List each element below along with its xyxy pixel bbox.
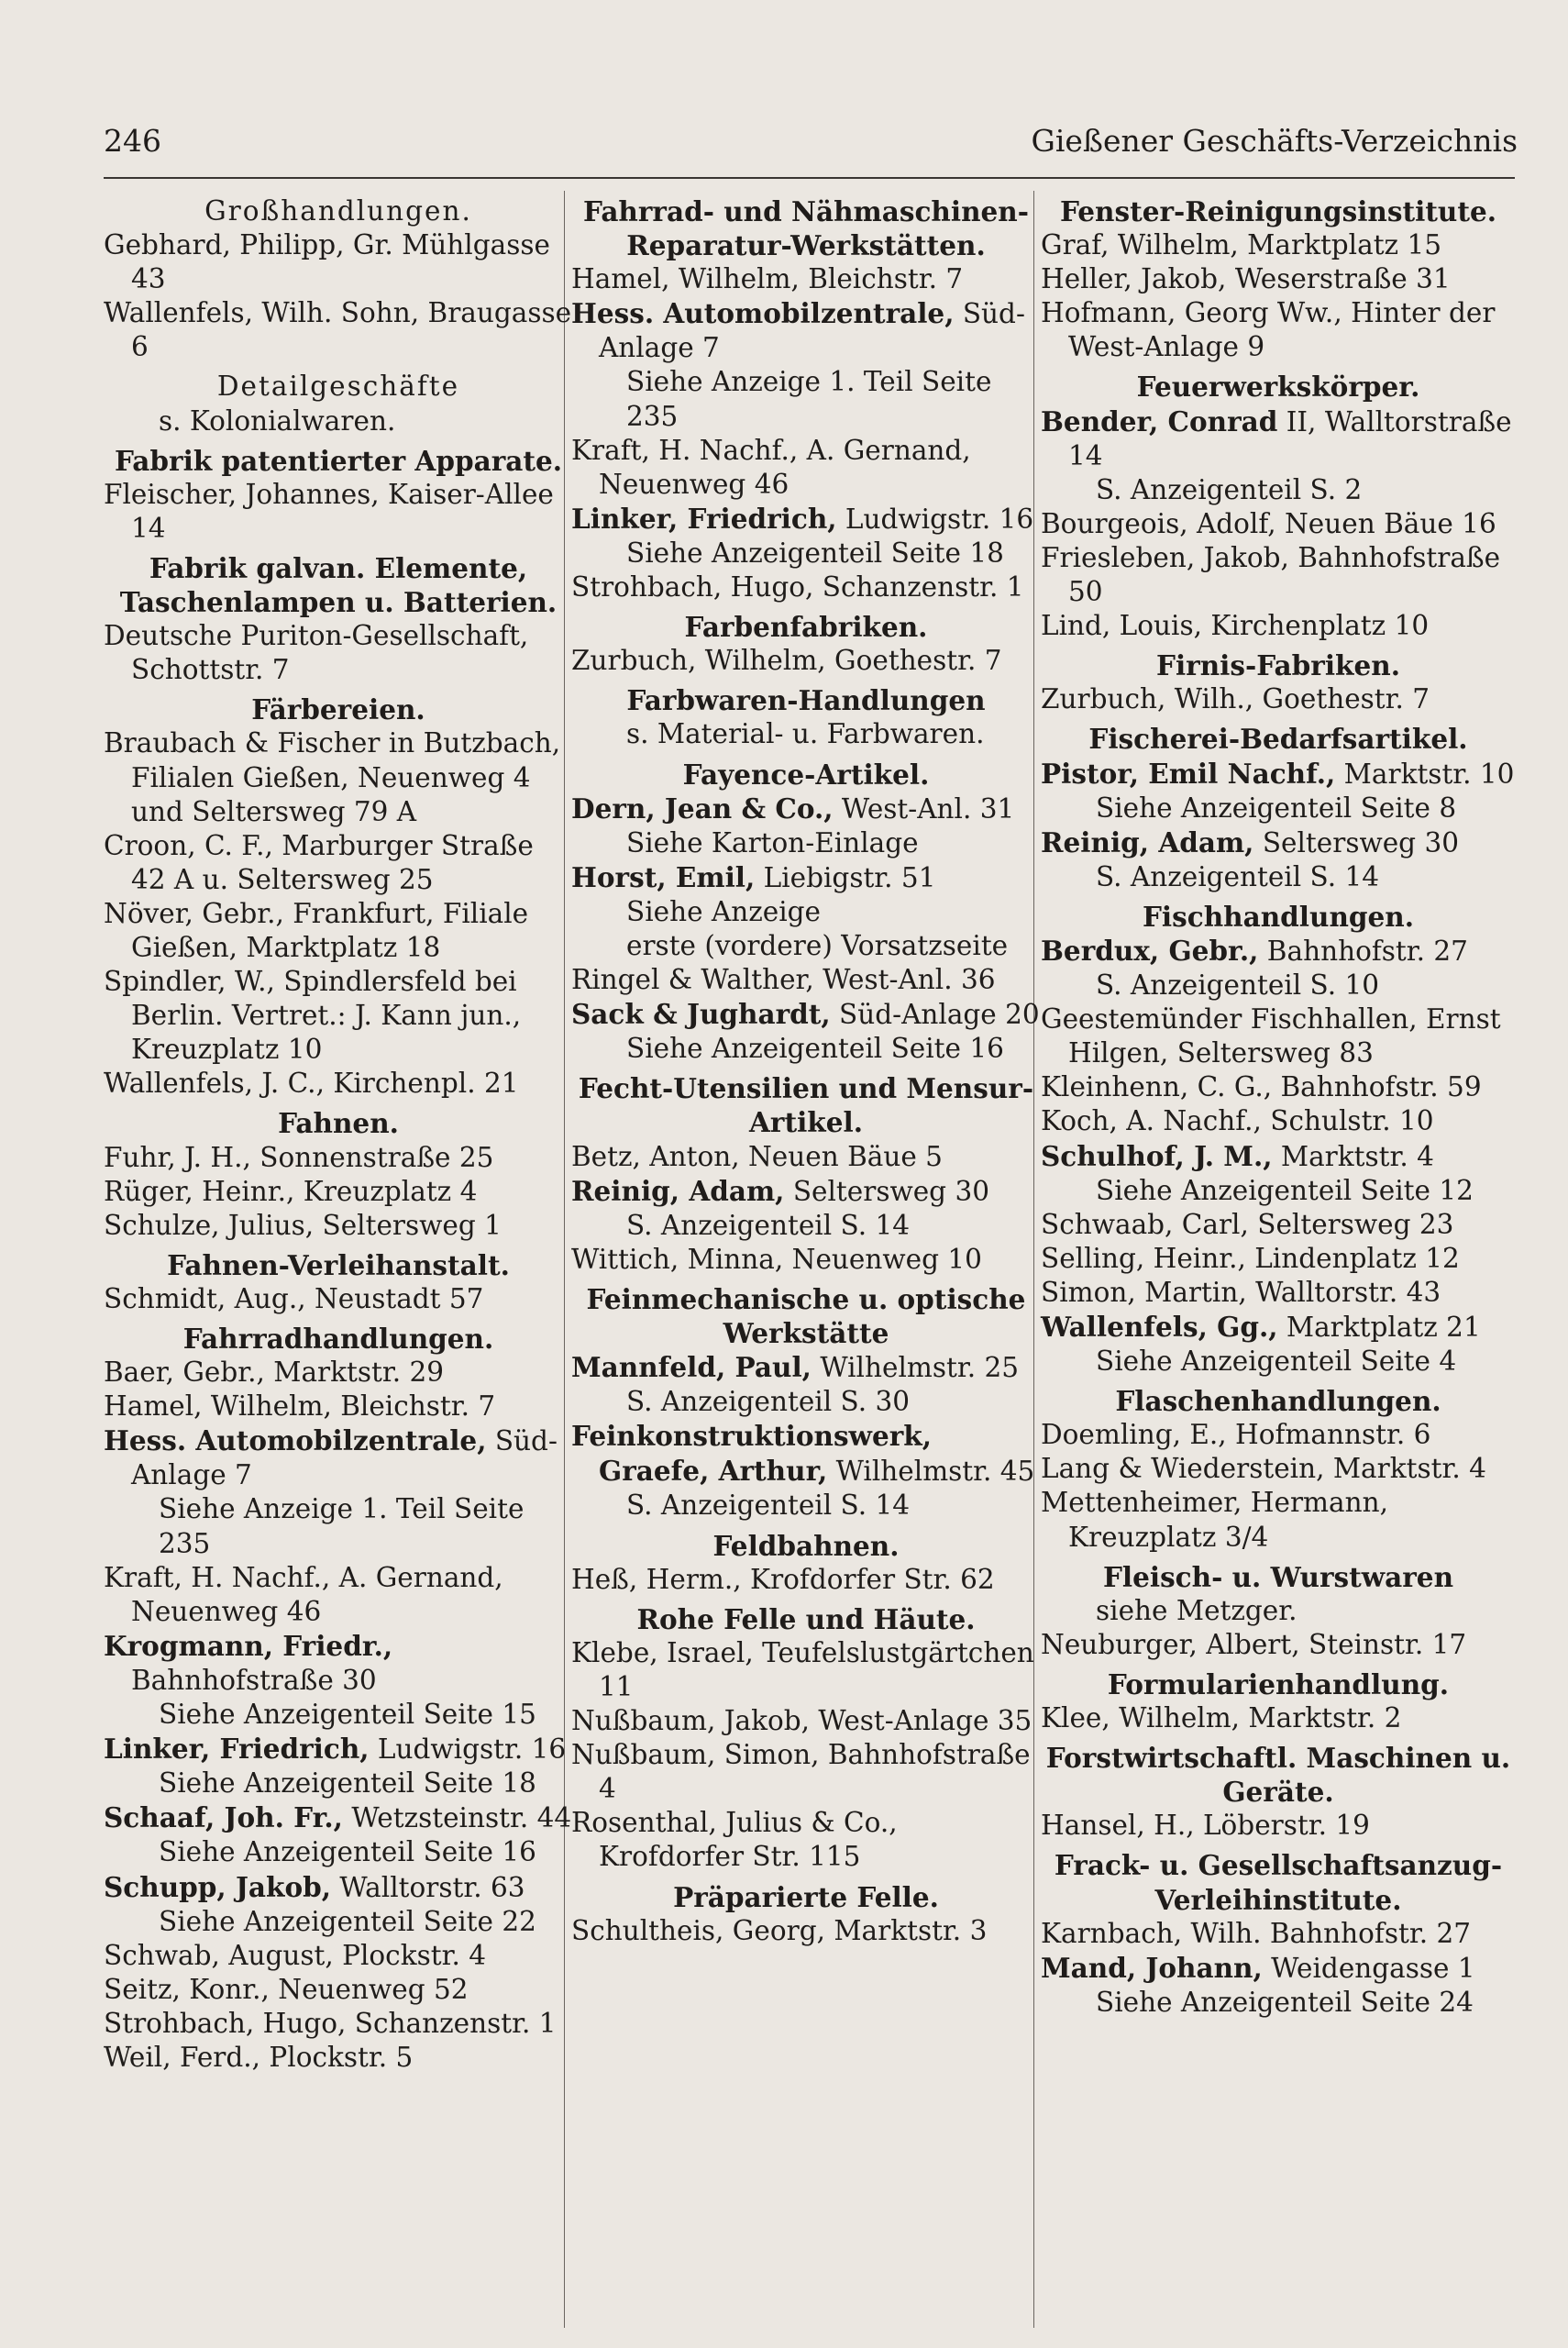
entry-note: Siehe Anzeigenteil Seite 15 bbox=[159, 1699, 536, 1731]
directory-entry: Wallenfels, Wilh. Sohn, Braugasse 6 bbox=[104, 297, 572, 363]
entry-name: Schaaf, Joh. Fr., bbox=[104, 1801, 343, 1834]
page-number: 246 bbox=[104, 123, 161, 159]
section-heading: Formularienhandlung. bbox=[1107, 1667, 1450, 1700]
section-heading: Präparierte Felle. bbox=[673, 1880, 939, 1913]
entry-note: erste (vordere) Vorsatzseite bbox=[626, 929, 1009, 961]
entry-name: Schupp, Jakob, bbox=[104, 1870, 332, 1903]
entry-note: Siehe Anzeigenteil Seite 4 bbox=[1096, 1346, 1457, 1378]
directory-entry: Fuhr, J. H., Sonnenstraße 25 bbox=[104, 1141, 494, 1173]
column-3 bbox=[1041, 194, 1516, 2020]
directory-entry: Croon, C. F., Marburger Straße 42 A u. Seltersweg 25 bbox=[104, 829, 534, 895]
header-rule bbox=[104, 177, 1515, 179]
entry-name: Wallenfels, Gg., bbox=[1041, 1311, 1278, 1343]
entry-note: S. Anzeigenteil S. 14 bbox=[626, 1209, 911, 1241]
section-heading: Fischhandlungen. bbox=[1142, 900, 1415, 933]
entry-note: Siehe Anzeige bbox=[626, 895, 822, 927]
section-heading: Fischerei-Bedarfsartikel. bbox=[1088, 723, 1468, 756]
entry-note: Siehe Anzeigenteil Seite 22 bbox=[159, 1905, 536, 1937]
directory-entry: Heß, Herm., Krofdorfer Str. 62 bbox=[571, 1563, 995, 1595]
entry-note: Siehe Anzeige 1. Teil Seite 235 bbox=[626, 366, 992, 432]
entry-note: Siehe Anzeigenteil Seite 16 bbox=[626, 1033, 1004, 1065]
directory-entry: Linker, Friedrich, Ludwigstr. 16 bbox=[571, 502, 1034, 535]
section-heading: Großhandlungen. bbox=[204, 195, 472, 227]
entry-name: Dern, Jean & Co., bbox=[571, 792, 834, 825]
entry-note: S. Anzeigenteil S. 2 bbox=[1096, 473, 1363, 505]
directory-entry: Feinkonstruktionswerk, Graefe, Arthur, Wilhelmstr. 45 bbox=[571, 1420, 1035, 1488]
directory-entry: Lind, Louis, Kirchenplatz 10 bbox=[1041, 610, 1430, 642]
entry-note: Siehe Anzeigenteil Seite 16 bbox=[159, 1836, 536, 1868]
entry-note: Siehe Anzeigenteil Seite 18 bbox=[626, 537, 1004, 569]
directory-entry: Schwaab, Carl, Seltersweg 23 bbox=[1041, 1208, 1454, 1240]
directory-entry: Bourgeois, Adolf, Neuen Bäue 16 bbox=[1041, 507, 1496, 539]
entry-note: Siehe Anzeigenteil Seite 8 bbox=[1096, 792, 1457, 824]
entry-name: Reinig, Adam, bbox=[571, 1174, 785, 1207]
directory-entry: Hess. Automobilzentrale, Süd-Anlage 7 bbox=[571, 297, 1025, 364]
section-heading: Fleisch- u. Wurstwaren bbox=[1102, 1560, 1454, 1593]
directory-entry: Zurbuch, Wilhelm, Goethestr. 7 bbox=[571, 645, 1002, 677]
section-heading: Fahrrad- und Nähmaschinen-Reparatur-Werkstätten. bbox=[582, 195, 1029, 262]
entry-note: Siehe Karton-Einlage bbox=[626, 826, 919, 858]
directory-entry: Schmidt, Aug., Neustadt 57 bbox=[104, 1282, 484, 1314]
entry-note: S. Anzeigenteil S. 14 bbox=[626, 1490, 911, 1522]
entry-name: Reinig, Adam, bbox=[1041, 825, 1254, 858]
entry-note: S. Anzeigenteil S. 10 bbox=[1096, 969, 1380, 1002]
directory-entry: Hofmann, Georg Ww., Hinter der West-Anlage 9 bbox=[1041, 297, 1496, 363]
section-heading: Frack- u. Gesellschaftsanzug-Verleihinstitute. bbox=[1054, 1849, 1503, 1916]
directory-entry: Lang & Wiederstein, Marktstr. 4 bbox=[1041, 1453, 1486, 1485]
directory-entry: Dern, Jean & Co., West-Anl. 31 bbox=[571, 792, 1015, 825]
directory-entry: Nußbaum, Jakob, West-Anlage 35 bbox=[571, 1705, 1032, 1737]
directory-entry: Zurbuch, Wilh., Goethestr. 7 bbox=[1041, 683, 1430, 715]
entry-note: S. Anzeigenteil S. 30 bbox=[626, 1386, 911, 1418]
entry-name: Hess. Automobilzentrale, bbox=[104, 1424, 487, 1457]
running-title: Gießener Geschäfts-Verzeichnis bbox=[1031, 123, 1518, 159]
directory-entry: Ringel & Walther, West-Anl. 36 bbox=[571, 964, 996, 996]
entry-name: Schulhof, J. M., bbox=[1041, 1139, 1273, 1172]
directory-entry: Graf, Wilhelm, Marktplatz 15 bbox=[1041, 229, 1442, 261]
directory-entry: Mettenheimer, Hermann, Kreuzplatz 3/4 bbox=[1041, 1487, 1388, 1553]
directory-entry: Nußbaum, Simon, Bahnhofstraße 4 bbox=[571, 1739, 1031, 1805]
entry-name: Linker, Friedrich, bbox=[104, 1733, 370, 1766]
directory-entry: Karnbach, Wilh. Bahnhofstr. 27 bbox=[1041, 1917, 1471, 1949]
directory-entry: Spindler, W., Spindlersfeld bei Berlin. Vertret.: J. Kann jun., Kreuzplatz 10 bbox=[104, 966, 522, 1066]
section-heading: Fahnen-Verleihanstalt. bbox=[167, 1248, 510, 1281]
directory-entry: Friesleben, Jakob, Bahnhofstraße 50 bbox=[1041, 541, 1501, 608]
entry-name: Mand, Johann, bbox=[1041, 1951, 1263, 1984]
directory-entry: Rosenthal, Julius & Co., Krofdorfer Str. 115 bbox=[571, 1807, 898, 1873]
directory-entry: Krogmann, Friedr., Bahnhofstraße 30 bbox=[104, 1629, 393, 1696]
directory-entry: Schulze, Julius, Seltersweg 1 bbox=[104, 1209, 502, 1241]
directory-entry: Schaaf, Joh. Fr., Wetzsteinstr. 44 bbox=[104, 1801, 572, 1834]
directory-entry: Strohbach, Hugo, Schanzenstr. 1 bbox=[571, 571, 1024, 604]
directory-entry: Braubach & Fischer in Butzbach, Filialen Gießen, Neuenweg 4 und Seltersweg 79 A bbox=[104, 727, 561, 827]
directory-entry: Reinig, Adam, Seltersweg 30 bbox=[571, 1174, 989, 1207]
directory-entry: Mand, Johann, Weidengasse 1 bbox=[1041, 1951, 1475, 1984]
entry-name: Mannfeld, Paul, bbox=[571, 1351, 812, 1384]
column-2 bbox=[571, 194, 1041, 1948]
directory-entry: Berdux, Gebr., Bahnhofstr. 27 bbox=[1041, 934, 1468, 967]
directory-entry: Schulhof, J. M., Marktstr. 4 bbox=[1041, 1139, 1434, 1172]
entry-note: Siehe Anzeigenteil Seite 12 bbox=[1096, 1174, 1474, 1206]
entry-name: Feinkonstruktionswerk, Graefe, Arthur, bbox=[571, 1420, 932, 1488]
directory-entry: Hamel, Wilhelm, Bleichstr. 7 bbox=[571, 263, 964, 295]
page-header bbox=[104, 123, 1518, 169]
entry-name: Krogmann, Friedr., bbox=[104, 1629, 393, 1662]
directory-entry: Schupp, Jakob, Walltorstr. 63 bbox=[104, 1870, 525, 1903]
section-heading: Forstwirtschaftl. Maschinen u. Geräte. bbox=[1045, 1742, 1511, 1809]
entry-name: Hess. Automobilzentrale, bbox=[571, 297, 955, 330]
directory-entry: Seitz, Konr., Neuenweg 52 bbox=[104, 1973, 469, 2005]
section-heading: Fahrradhandlungen. bbox=[182, 1323, 494, 1355]
entry-name: Linker, Friedrich, bbox=[571, 502, 837, 535]
section-heading: Fayence-Artikel. bbox=[682, 758, 930, 791]
section-heading: Feuerwerkskörper. bbox=[1136, 371, 1420, 404]
directory-entry: Selling, Heinr., Lindenplatz 12 bbox=[1041, 1242, 1460, 1274]
entry-name: Bender, Conrad bbox=[1041, 404, 1278, 437]
section-heading: Färbereien. bbox=[251, 693, 425, 726]
directory-entry: Neuburger, Albert, Steinstr. 17 bbox=[1041, 1628, 1467, 1660]
directory-entry: Kleinhenn, C. G., Bahnhofstr. 59 bbox=[1041, 1071, 1482, 1103]
directory-entry: Horst, Emil, Liebigstr. 51 bbox=[571, 860, 936, 893]
section-heading: Farbwaren-Handlungen bbox=[626, 684, 986, 717]
directory-entry: Wallenfels, Gg., Marktplatz 21 bbox=[1041, 1311, 1481, 1343]
section-heading: Fenster-Reinigungsinstitute. bbox=[1059, 195, 1497, 227]
directory-entry: Schwab, August, Plockstr. 4 bbox=[104, 1939, 486, 1971]
section-heading: Fabrik galvan. Elemente, Taschenlampen u. Batterien. bbox=[119, 551, 558, 619]
section-heading: Flaschenhandlungen. bbox=[1115, 1385, 1441, 1418]
column-1 bbox=[104, 194, 573, 2075]
directory-entry: Mannfeld, Paul, Wilhelmstr. 25 bbox=[571, 1351, 1019, 1384]
entry-note: siehe Metzger. bbox=[1096, 1594, 1297, 1626]
directory-entry: Weil, Ferd., Plockstr. 5 bbox=[104, 2041, 414, 2073]
directory-entry: Baer, Gebr., Marktstr. 29 bbox=[104, 1357, 445, 1389]
section-heading: Fahnen. bbox=[278, 1107, 399, 1140]
entry-note: Siehe Anzeigenteil Seite 24 bbox=[1096, 1986, 1474, 2018]
directory-entry: Simon, Martin, Walltorstr. 43 bbox=[1041, 1276, 1441, 1308]
directory-entry: Reinig, Adam, Seltersweg 30 bbox=[1041, 825, 1459, 858]
directory-entry: Kraft, H. Nachf., A. Gernand, Neuenweg 46 bbox=[104, 1561, 503, 1627]
directory-entry: Sack & Jughardt, Süd-Anlage 20 bbox=[571, 998, 1040, 1031]
directory-entry: Deutsche Puriton-Gesellschaft, Schottstr. 7 bbox=[104, 620, 529, 686]
section-heading: Farbenfabriken. bbox=[684, 611, 928, 644]
entry-name: Berdux, Gebr., bbox=[1041, 934, 1259, 967]
directory-entry: Hansel, H., Löberstr. 19 bbox=[1041, 1810, 1370, 1842]
directory-entry: Wittich, Minna, Neuenweg 10 bbox=[571, 1243, 982, 1275]
section-heading: Fabrik patentierter Apparate. bbox=[114, 444, 563, 477]
directory-entry: Koch, A. Nachf., Schulstr. 10 bbox=[1041, 1105, 1434, 1137]
directory-entry: Schultheis, Georg, Marktstr. 3 bbox=[571, 1914, 988, 1946]
entry-name: Sack & Jughardt, bbox=[571, 998, 831, 1031]
section-heading: Feinmechanische u. optische Werkstätte bbox=[586, 1282, 1026, 1349]
directory-entry: Kraft, H. Nachf., A. Gernand, Neuenweg 46 bbox=[571, 434, 971, 500]
directory-entry: Gebhard, Philipp, Gr. Mühlgasse 43 bbox=[104, 229, 550, 295]
directory-entry: Strohbach, Hugo, Schanzenstr. 1 bbox=[104, 2007, 557, 2039]
directory-entry: Klebe, Israel, Teufelslustgärtchen 11 bbox=[571, 1636, 1034, 1702]
directory-entry: Pistor, Emil Nachf., Marktstr. 10 bbox=[1041, 757, 1515, 790]
entry-note: s. Material- u. Farbwaren. bbox=[626, 718, 985, 750]
directory-entry: Bender, Conrad II, Walltorstraße 14 bbox=[1041, 404, 1512, 471]
directory-entry: Linker, Friedrich, Ludwigstr. 16 bbox=[104, 1733, 567, 1766]
section-heading: Feldbahnen. bbox=[712, 1529, 900, 1562]
directory-entry: Hamel, Wilhelm, Bleichstr. 7 bbox=[104, 1390, 496, 1423]
directory-entry: Doemling, E., Hofmannstr. 6 bbox=[1041, 1419, 1431, 1451]
directory-entry: Betz, Anton, Neuen Bäue 5 bbox=[571, 1140, 943, 1172]
directory-entry: Heller, Jakob, Weserstraße 31 bbox=[1041, 263, 1451, 295]
directory-entry: Hess. Automobilzentrale, Süd-Anlage 7 bbox=[104, 1424, 558, 1491]
directory-entry: Fleischer, Johannes, Kaiser-Allee 14 bbox=[104, 478, 554, 544]
section-heading: Rohe Felle und Häute. bbox=[636, 1602, 976, 1635]
directory-entry: Rüger, Heinr., Kreuzplatz 4 bbox=[104, 1175, 478, 1207]
entry-note: S. Anzeigenteil S. 14 bbox=[1096, 860, 1380, 892]
entry-name: Horst, Emil, bbox=[571, 860, 756, 893]
entry-name: Pistor, Emil Nachf., bbox=[1041, 757, 1336, 790]
directory-entry: Geestemünder Fischhallen, Ernst Hilgen, Seltersweg 83 bbox=[1041, 1003, 1501, 1069]
section-heading: Detailgeschäfte bbox=[216, 371, 460, 403]
entry-note: s. Kolonialwaren. bbox=[159, 404, 396, 437]
entry-note: Siehe Anzeige 1. Teil Seite 235 bbox=[159, 1493, 525, 1559]
directory-entry: Növer, Gebr., Frankfurt, Filiale Gießen, Marktplatz 18 bbox=[104, 897, 529, 963]
section-heading: Firnis-Fabriken. bbox=[1156, 649, 1400, 682]
directory-entry: Wallenfels, J. C., Kirchenpl. 21 bbox=[104, 1068, 519, 1100]
directory-entry: Klee, Wilhelm, Marktstr. 2 bbox=[1041, 1702, 1402, 1734]
section-heading: Fecht-Utensilien und Mensur-Artikel. bbox=[578, 1072, 1034, 1139]
entry-note: Siehe Anzeigenteil Seite 18 bbox=[159, 1767, 536, 1800]
